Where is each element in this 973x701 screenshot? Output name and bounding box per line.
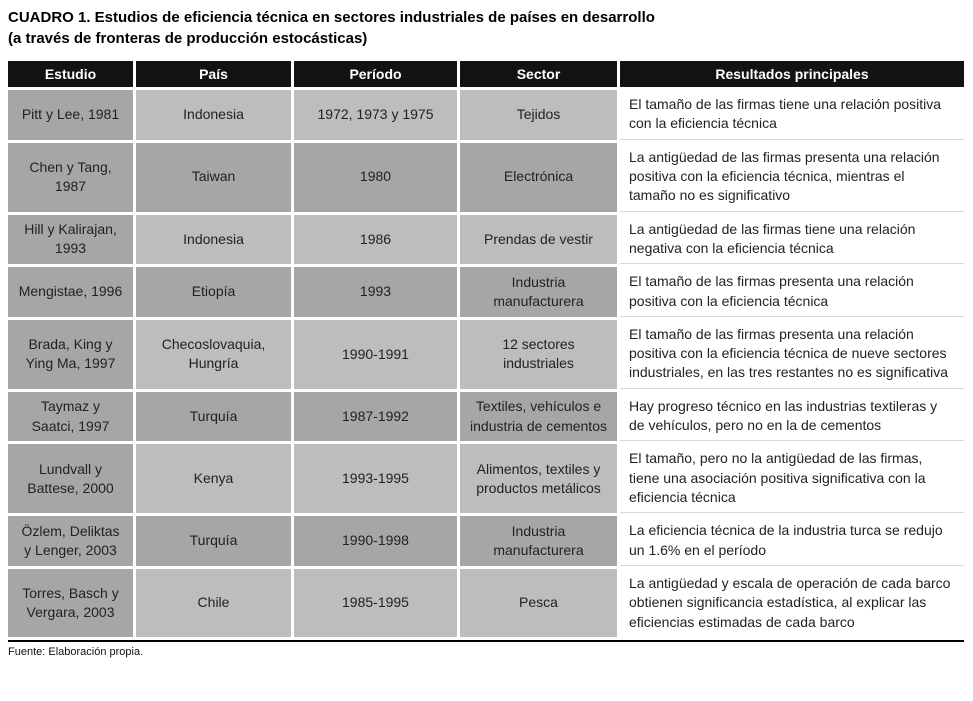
table-header-row <box>8 61 964 87</box>
column-header-periodo: Período <box>294 61 457 87</box>
studies-table <box>5 58 967 640</box>
cell-estudio: Brada, King y Ying Ma, 1997 <box>8 320 133 389</box>
cell-sector: Alimentos, textiles y productos metálicos <box>460 444 617 513</box>
cell-pais: Turquía <box>136 516 291 566</box>
table-row <box>8 569 964 637</box>
cell-resultados: El tamaño de las firmas presenta una relación positiva con la eficiencia técnica de nueve sectores industriales, en las tres restantes no es significativa <box>620 320 964 389</box>
cell-estudio: Özlem, Deliktas y Lenger, 2003 <box>8 516 133 566</box>
cell-resultados: La antigüedad y escala de operación de cada barco obtienen significancia estadística, al explicar las eficiencias estimadas de cada barco <box>620 569 964 637</box>
cell-periodo: 1990-1998 <box>294 516 457 566</box>
cell-sector: Tejidos <box>460 90 617 140</box>
table-row <box>8 215 964 265</box>
table-row <box>8 516 964 566</box>
column-header-sector: Sector <box>460 61 617 87</box>
cell-sector: Industria manufacturera <box>460 516 617 566</box>
cell-resultados: La eficiencia técnica de la industria turca se redujo un 1.6% en el período <box>620 516 964 566</box>
cell-pais: Chile <box>136 569 291 637</box>
cell-resultados: La antigüedad de las firmas tiene una relación negativa con la eficiencia técnica <box>620 215 964 265</box>
column-header-pais: País <box>136 61 291 87</box>
cell-pais: Checoslovaquia, Hungría <box>136 320 291 389</box>
table-row <box>8 90 964 140</box>
table-row <box>8 392 964 442</box>
cell-pais: Indonesia <box>136 90 291 140</box>
cell-sector: Textiles, vehículos e industria de cementos <box>460 392 617 442</box>
table-caption <box>8 7 965 49</box>
cell-estudio: Lundvall y Battese, 2000 <box>8 444 133 513</box>
cell-periodo: 1985-1995 <box>294 569 457 637</box>
cell-periodo: 1987-1992 <box>294 392 457 442</box>
table-row <box>8 444 964 513</box>
table-bottom-rule <box>8 640 964 642</box>
cell-pais: Taiwan <box>136 143 291 212</box>
cell-periodo: 1980 <box>294 143 457 212</box>
table-row <box>8 267 964 317</box>
column-header-estudio: Estudio <box>8 61 133 87</box>
cell-sector: 12 sectores industriales <box>460 320 617 389</box>
cell-pais: Etiopía <box>136 267 291 317</box>
cell-periodo: 1986 <box>294 215 457 265</box>
cell-estudio: Torres, Basch y Vergara, 2003 <box>8 569 133 637</box>
column-header-resultados: Resultados principales <box>620 61 964 87</box>
cell-estudio: Mengistae, 1996 <box>8 267 133 317</box>
cell-sector: Electrónica <box>460 143 617 212</box>
cell-estudio: Taymaz y Saatci, 1997 <box>8 392 133 442</box>
cell-estudio: Pitt y Lee, 1981 <box>8 90 133 140</box>
cell-pais: Indonesia <box>136 215 291 265</box>
cell-sector: Industria manufacturera <box>460 267 617 317</box>
cell-pais: Kenya <box>136 444 291 513</box>
caption-line-1: CUADRO 1. Estudios de eficiencia técnica en sectores industriales de países en desarrollo <box>8 9 655 26</box>
cell-resultados: El tamaño, pero no la antigüedad de las firmas, tiene una asociación positiva significativa con la eficiencia técnica <box>620 444 964 513</box>
cell-periodo: 1990-1991 <box>294 320 457 389</box>
cell-periodo: 1993-1995 <box>294 444 457 513</box>
cell-resultados: El tamaño de las firmas tiene una relación positiva con la eficiencia técnica <box>620 90 964 140</box>
cell-periodo: 1972, 1973 y 1975 <box>294 90 457 140</box>
cell-resultados: Hay progreso técnico en las industrias textileras y de vehículos, pero no en la de cementos <box>620 392 964 442</box>
cell-sector: Pesca <box>460 569 617 637</box>
caption-line-2: (a través de fronteras de producción estocásticas) <box>8 30 368 47</box>
cell-resultados: La antigüedad de las firmas presenta una relación positiva con la eficiencia técnica, mientras el tamaño no es significativo <box>620 143 964 212</box>
source-note: Fuente: Elaboración propia. <box>8 645 144 658</box>
table-row <box>8 320 964 389</box>
cell-estudio: Hill y Kalirajan, 1993 <box>8 215 133 265</box>
cell-resultados: El tamaño de las firmas presenta una relación positiva con la eficiencia técnica <box>620 267 964 317</box>
cell-periodo: 1993 <box>294 267 457 317</box>
cell-pais: Turquía <box>136 392 291 442</box>
cell-sector: Prendas de vestir <box>460 215 617 265</box>
cell-estudio: Chen y Tang, 1987 <box>8 143 133 212</box>
table-row <box>8 143 964 212</box>
